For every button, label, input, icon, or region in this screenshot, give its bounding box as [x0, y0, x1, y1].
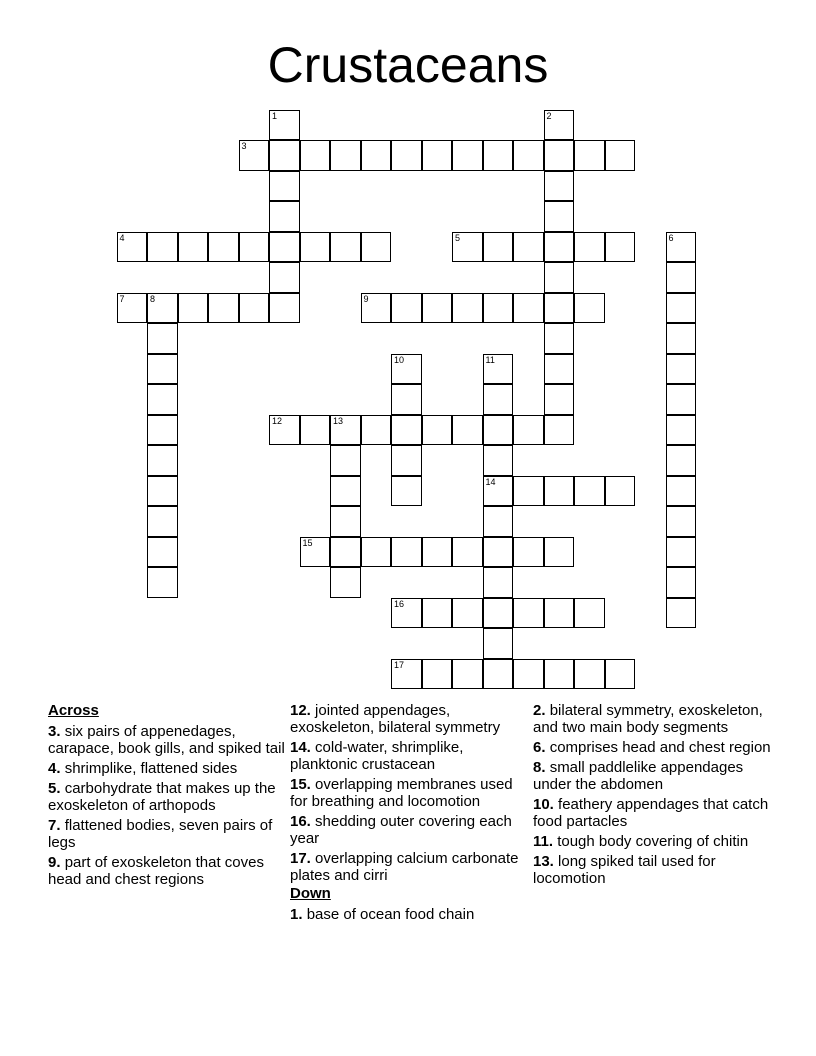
grid-cell[interactable]: [666, 293, 697, 324]
clue-text: overlapping calcium carbonate plates and cirri: [290, 850, 519, 884]
grid-cell[interactable]: [666, 598, 697, 629]
across-clue: [290, 850, 530, 884]
grid-cell[interactable]: [361, 293, 392, 324]
grid-cell[interactable]: [330, 445, 361, 476]
grid-cell[interactable]: [147, 537, 178, 568]
clues-column-1: [48, 702, 288, 891]
grid-cell[interactable]: [544, 354, 575, 385]
grid-cell[interactable]: [391, 598, 422, 629]
grid-cell[interactable]: [544, 476, 575, 507]
clue-number: 4.: [48, 760, 61, 777]
cell-number: 15: [302, 537, 313, 548]
across-clues-b: [290, 702, 530, 884]
grid-cell[interactable]: [147, 415, 178, 446]
grid-cell[interactable]: [361, 537, 392, 568]
down-clue: [533, 702, 773, 736]
grid-cell[interactable]: [422, 140, 453, 171]
clue-text: bilateral symmetry, exoskeleton, and two main body segments: [533, 702, 763, 736]
down-clue: [290, 906, 530, 923]
cell-number: 5: [455, 232, 461, 243]
grid-cell[interactable]: [605, 659, 636, 690]
clue-number: 7.: [48, 817, 61, 834]
grid-cell[interactable]: [147, 506, 178, 537]
clue-number: 3.: [48, 723, 61, 740]
clue-number: 5.: [48, 780, 61, 797]
down-clue: [533, 739, 773, 756]
grid-cell[interactable]: [391, 537, 422, 568]
clue-number: 9.: [48, 854, 61, 871]
clue-number: 15.: [290, 776, 311, 793]
clue-text: long spiked tail used for locomotion: [533, 853, 716, 887]
grid-cell[interactable]: [483, 567, 514, 598]
grid-cell[interactable]: [239, 293, 270, 324]
grid-cell[interactable]: [483, 293, 514, 324]
grid-cell[interactable]: [483, 445, 514, 476]
grid-cell[interactable]: [391, 415, 422, 446]
grid-cell[interactable]: [422, 598, 453, 629]
clue-number: 12.: [290, 702, 311, 719]
down-clues-b: [533, 702, 773, 887]
cell-number: 2: [546, 110, 552, 121]
grid-cell[interactable]: [483, 354, 514, 385]
grid-cell[interactable]: [361, 415, 392, 446]
grid-cell[interactable]: [269, 232, 300, 263]
cell-number: 8: [150, 293, 156, 304]
cell-number: 14: [485, 476, 496, 487]
cell-number: 12: [272, 415, 283, 426]
grid-cell[interactable]: [544, 537, 575, 568]
grid-cell[interactable]: [452, 232, 483, 263]
cell-number: 6: [668, 232, 674, 243]
down-clues-a: [290, 906, 530, 923]
grid-cell[interactable]: [269, 171, 300, 202]
grid-cell[interactable]: [330, 415, 361, 446]
grid-cell[interactable]: [666, 323, 697, 354]
across-clue: [290, 739, 530, 773]
grid-cell[interactable]: [574, 598, 605, 629]
clue-text: shedding outer covering each year: [290, 813, 512, 847]
grid-cell[interactable]: [483, 628, 514, 659]
grid-cell[interactable]: [544, 323, 575, 354]
grid-cell[interactable]: [269, 262, 300, 293]
cell-number: 1: [272, 110, 278, 121]
down-clue: [533, 853, 773, 887]
grid-cell[interactable]: [666, 506, 697, 537]
grid-cell[interactable]: [513, 415, 544, 446]
clue-text: tough body covering of chitin: [557, 833, 749, 850]
grid-cell[interactable]: [391, 445, 422, 476]
clue-text: small paddlelike appendages under the abdomen: [533, 759, 744, 793]
clue-number: 11.: [533, 833, 554, 850]
grid-cell[interactable]: [422, 537, 453, 568]
grid-cell[interactable]: [269, 140, 300, 171]
grid-cell[interactable]: [452, 598, 483, 629]
grid-cell[interactable]: [483, 506, 514, 537]
grid-cell[interactable]: [544, 415, 575, 446]
grid-cell[interactable]: [208, 232, 239, 263]
down-clue: [533, 759, 773, 793]
grid-cell[interactable]: [483, 598, 514, 629]
grid-cell[interactable]: [666, 262, 697, 293]
grid-cell[interactable]: [513, 659, 544, 690]
grid-cell[interactable]: [269, 201, 300, 232]
clue-text: jointed appendages, exoskeleton, bilateral symmetry: [290, 702, 501, 736]
grid-cell[interactable]: [330, 476, 361, 507]
grid-cell[interactable]: [483, 232, 514, 263]
across-clue: [48, 817, 288, 851]
grid-cell[interactable]: [178, 293, 209, 324]
clue-number: 14.: [290, 739, 311, 756]
grid-cell[interactable]: [666, 384, 697, 415]
grid-cell[interactable]: [605, 232, 636, 263]
across-clue: [48, 780, 288, 814]
grid-cell[interactable]: [147, 323, 178, 354]
grid-cell[interactable]: [513, 476, 544, 507]
clue-number: 1.: [290, 906, 303, 923]
across-clues-a: [48, 723, 288, 888]
grid-cell[interactable]: [452, 140, 483, 171]
across-clue: [48, 723, 288, 757]
grid-cell[interactable]: [483, 476, 514, 507]
grid-cell[interactable]: [330, 140, 361, 171]
clue-text: comprises head and chest region: [549, 739, 771, 756]
grid-cell[interactable]: [147, 476, 178, 507]
cell-number: 17: [394, 659, 405, 670]
grid-cell[interactable]: [391, 476, 422, 507]
clue-text: overlapping membranes used for breathing and locomotion: [290, 776, 513, 810]
grid-cell[interactable]: [300, 415, 331, 446]
grid-cell[interactable]: [361, 232, 392, 263]
across-clue: [290, 813, 530, 847]
clues-column-3: [533, 702, 773, 890]
grid-cell[interactable]: [666, 232, 697, 263]
grid-cell[interactable]: [544, 293, 575, 324]
grid-cell[interactable]: [483, 537, 514, 568]
grid-cell[interactable]: [300, 140, 331, 171]
cell-number: 3: [241, 141, 247, 151]
down-clue: [533, 796, 773, 830]
grid-cell[interactable]: [605, 476, 636, 507]
grid-cell[interactable]: [513, 232, 544, 263]
across-heading: Across: [48, 702, 99, 719]
cell-number: 11: [485, 354, 495, 365]
grid-cell[interactable]: [452, 659, 483, 690]
grid-cell[interactable]: [391, 293, 422, 324]
down-clue: [533, 833, 773, 850]
clue-number: 2.: [533, 702, 546, 719]
across-clue: [290, 776, 530, 810]
grid-cell[interactable]: [147, 567, 178, 598]
grid-cell[interactable]: [544, 201, 575, 232]
grid-cell[interactable]: [422, 659, 453, 690]
grid-cell[interactable]: [422, 415, 453, 446]
grid-cell[interactable]: [300, 537, 331, 568]
cell-number: 10: [394, 354, 405, 365]
grid-cell[interactable]: [483, 659, 514, 690]
grid-cell[interactable]: [544, 659, 575, 690]
grid-cell[interactable]: [147, 354, 178, 385]
grid-cell[interactable]: [574, 140, 605, 171]
grid-cell[interactable]: [178, 232, 209, 263]
grid-cell[interactable]: [452, 415, 483, 446]
grid-cell[interactable]: [361, 140, 392, 171]
clue-text: flattened bodies, seven pairs of legs: [48, 817, 273, 851]
grid-cell[interactable]: [117, 293, 148, 324]
clue-number: 16.: [290, 813, 311, 830]
grid-cell[interactable]: [391, 354, 422, 385]
grid-cell[interactable]: [147, 293, 178, 324]
grid-cell[interactable]: [544, 232, 575, 263]
grid-cell[interactable]: [666, 445, 697, 476]
clue-number: 8.: [533, 759, 546, 776]
grid-cell[interactable]: [391, 659, 422, 690]
cell-number: 9: [363, 293, 369, 304]
grid-cell[interactable]: [330, 232, 361, 263]
grid-cell[interactable]: [117, 232, 148, 263]
grid-cell[interactable]: [513, 140, 544, 171]
grid-cell[interactable]: [544, 171, 575, 202]
grid-cell[interactable]: [666, 567, 697, 598]
grid-cell[interactable]: [452, 537, 483, 568]
grid-cell[interactable]: [513, 537, 544, 568]
grid-cell[interactable]: [666, 537, 697, 568]
grid-cell[interactable]: [330, 537, 361, 568]
grid-cell[interactable]: [574, 232, 605, 263]
clue-number: 13.: [533, 853, 554, 870]
grid-cell[interactable]: [666, 476, 697, 507]
grid-cell[interactable]: [330, 567, 361, 598]
clue-text: carbohydrate that makes up the exoskeleton of arthopods: [48, 780, 276, 814]
across-clue: [290, 702, 530, 736]
clue-text: base of ocean food chain: [306, 906, 475, 923]
grid-cell[interactable]: [544, 262, 575, 293]
down-heading: Down: [290, 885, 331, 902]
clue-number: 10.: [533, 796, 554, 813]
grid-cell[interactable]: [574, 659, 605, 690]
cell-number: 13: [333, 415, 344, 426]
clue-text: shrimplike, flattened sides: [64, 760, 238, 777]
grid-cell[interactable]: [513, 293, 544, 324]
grid-cell[interactable]: [300, 232, 331, 263]
across-clue: [48, 854, 288, 888]
grid-cell[interactable]: [574, 293, 605, 324]
cell-number: 4: [119, 232, 125, 243]
grid-cell[interactable]: [422, 293, 453, 324]
grid-cell[interactable]: [483, 384, 514, 415]
clues-column-2: [290, 702, 530, 926]
grid-cell[interactable]: [605, 140, 636, 171]
grid-cell[interactable]: [666, 354, 697, 385]
grid-cell[interactable]: [544, 110, 575, 141]
cell-number: 7: [119, 293, 125, 304]
grid-cell[interactable]: [147, 232, 178, 263]
grid-cell[interactable]: [208, 293, 239, 324]
grid-cell[interactable]: [544, 384, 575, 415]
grid-cell[interactable]: [391, 140, 422, 171]
puzzle-title: Crustaceans: [267, 37, 549, 93]
clue-number: 6.: [533, 739, 546, 756]
across-clue: [48, 760, 288, 777]
grid-cell[interactable]: [574, 476, 605, 507]
grid-cell[interactable]: [269, 110, 300, 141]
grid-cell[interactable]: [666, 415, 697, 446]
grid-cell[interactable]: [391, 384, 422, 415]
grid-cell[interactable]: [452, 293, 483, 324]
grid-cell[interactable]: [269, 415, 300, 446]
grid-cell[interactable]: [147, 384, 178, 415]
clue-text: part of exoskeleton that coves head and chest regions: [48, 854, 264, 888]
grid-cell[interactable]: [483, 140, 514, 171]
grid-cell[interactable]: [544, 598, 575, 629]
grid-cell[interactable]: [147, 445, 178, 476]
grid-cell[interactable]: [544, 140, 575, 171]
cell-number: 16: [394, 598, 405, 609]
grid-cell[interactable]: [483, 415, 514, 446]
clue-text: feathery appendages that catch food partacles: [533, 796, 769, 830]
grid-cell[interactable]: [239, 232, 270, 263]
clue-text: cold-water, shrimplike, planktonic crustacean: [290, 739, 464, 773]
grid-cell[interactable]: [330, 506, 361, 537]
grid-cell[interactable]: [513, 598, 544, 629]
clue-text: six pairs of appenedages, carapace, book gills, and spiked tail: [48, 723, 285, 757]
grid-cell[interactable]: [269, 293, 300, 324]
grid-cell[interactable]: [239, 140, 270, 171]
clue-number: 17.: [290, 850, 311, 867]
